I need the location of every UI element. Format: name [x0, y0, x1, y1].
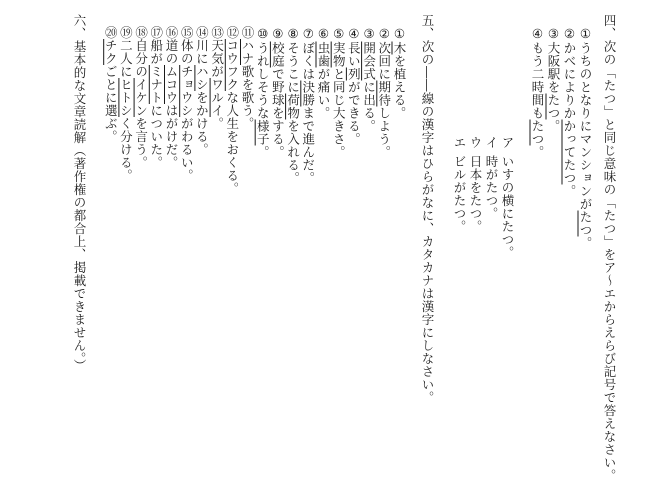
section5-heading-text: 五、次の――線の漢字はひらがなに、カタカナは漢字にしなさい。 [420, 14, 435, 404]
item-text: 次回に [376, 41, 392, 81]
section4-choice-ア [500, 136, 514, 259]
section4-item-3 [546, 26, 560, 133]
item-text: と同じ大きさ。 [331, 67, 347, 159]
section4-choice-エ [452, 136, 466, 233]
item-target-word: ムコウ [164, 65, 179, 104]
item-text: 。 [562, 184, 577, 198]
choice-text: ビルがたつ。 [452, 155, 467, 233]
item-text: 自分の [133, 39, 149, 78]
item-target-word: 荷物 [285, 93, 301, 120]
item-target-word: ワルイ [209, 78, 225, 117]
section4-item-2 [562, 26, 576, 198]
section4-heading-text: 四、次の「たつ」と同じ意味の「たつ」をア〜エからえらび記号で答えなさい。 [602, 14, 617, 482]
choice-label: エ [452, 136, 467, 149]
section5-item-5 [331, 26, 345, 159]
item-target-word: 実物 [331, 41, 347, 68]
choice-label: ア [500, 136, 515, 149]
item-number: ⑯ [164, 26, 179, 39]
item-number: ① [578, 26, 593, 42]
item-text: ができる。 [346, 80, 362, 146]
item-text: がわるい。 [179, 117, 195, 182]
item-text: 。 [209, 117, 225, 130]
item-text: を言う。 [133, 117, 149, 169]
choice-text: 時がたつ。 [484, 155, 499, 220]
item-text: かべによりか [562, 41, 577, 120]
item-target-word: 校庭 [270, 41, 286, 68]
item-text: ごとに選ぶ。 [103, 65, 119, 143]
item-target-word: たつ [546, 93, 561, 120]
item-number: ⑪ [240, 26, 255, 39]
section5-item-15 [179, 26, 193, 182]
item-number: ⑰ [148, 26, 164, 39]
item-text: に出る。 [361, 80, 377, 133]
item-text: 川に [194, 39, 210, 65]
item-text: 。 [255, 145, 271, 159]
choice-text: 日本をたつ。 [468, 155, 483, 233]
item-text: 歌を歌う。 [240, 65, 255, 130]
item-number: ① [392, 26, 407, 42]
item-number: ④ [530, 26, 545, 42]
item-text: を植える。 [392, 54, 407, 120]
item-number: ⑦ [300, 26, 316, 42]
item-text: 船が [148, 39, 164, 65]
section5-heading [420, 14, 434, 404]
section6-heading [72, 14, 86, 372]
item-number: ⑩ [255, 26, 271, 42]
item-text: で野球をする。 [270, 67, 286, 159]
section5-item-18 [134, 26, 148, 169]
item-text: 大阪駅を [546, 41, 561, 94]
item-target-word: チョウシ [179, 65, 195, 117]
item-text: 。 [578, 236, 593, 250]
item-text: 二人に [118, 39, 134, 78]
item-text: はがけだ。 [164, 104, 179, 169]
item-text: が痛い。 [316, 67, 331, 120]
item-number: ② [376, 26, 392, 42]
section5-item-7 [301, 26, 315, 185]
choice-text: いすの横にたつ。 [500, 155, 515, 259]
item-target-word: たつ [530, 119, 545, 146]
item-text: 。 [546, 119, 561, 133]
section4-item-1 [578, 26, 592, 250]
item-number: ② [562, 26, 577, 42]
item-target-word: ハナ [240, 39, 255, 65]
item-number: ⑲ [118, 26, 134, 39]
choice-label: ウ [468, 136, 483, 149]
item-target-word: 開会式 [361, 41, 377, 81]
item-target-word: 列 [346, 67, 362, 81]
item-text: うちのとなりにマンションが [578, 41, 593, 211]
item-target-word: 決勝 [300, 80, 316, 107]
item-number: ⑫ [224, 26, 240, 39]
item-text: そうこに [285, 41, 301, 94]
item-text: もう二時間も [530, 41, 545, 120]
item-number: ④ [346, 26, 362, 42]
item-target-word: かってたつ [562, 119, 577, 185]
item-number: ⑭ [194, 26, 210, 39]
item-text: しよう。 [376, 106, 392, 159]
item-text: な人生をおくる。 [224, 91, 240, 195]
item-number: ⑬ [209, 26, 225, 39]
section5-item-3 [362, 26, 376, 133]
section5-item-16 [164, 26, 178, 169]
section4-choice-ウ [468, 136, 482, 233]
item-text: を入れる。 [285, 119, 301, 185]
item-number: ⑥ [316, 26, 331, 42]
item-target-word: たつ [578, 210, 593, 237]
item-text: ぼくは [300, 41, 316, 81]
item-target-word: 虫歯 [316, 41, 331, 68]
section4-choice-イ [484, 136, 498, 220]
item-text: 長い [346, 41, 362, 68]
item-target-word: ミナト [148, 65, 164, 104]
section5-item-10 [255, 26, 269, 159]
item-target-word: コウフク [224, 39, 240, 91]
item-number: ③ [546, 26, 561, 42]
section6-heading-text: 六、基本的な文章読解（著作権の都合上、掲載できません。） [72, 14, 87, 372]
item-text: うれしそうな [255, 41, 271, 120]
item-number: ⑧ [285, 26, 301, 42]
section5-item-14 [194, 26, 208, 156]
section5-item-8 [286, 26, 300, 185]
section5-item-13 [210, 26, 224, 130]
section5-item-19 [118, 26, 132, 182]
item-text: 道の [164, 39, 179, 65]
section5-item-1 [392, 26, 406, 120]
item-text: についた。 [148, 104, 164, 169]
section4-item-4 [530, 26, 544, 159]
item-number: ③ [361, 26, 377, 42]
item-text: まで進んだ。 [300, 106, 316, 185]
section5-item-9 [270, 26, 284, 159]
section5-item-11 [240, 26, 254, 130]
item-number: ⑮ [179, 26, 195, 39]
item-target-word: 木 [392, 41, 407, 55]
section5-item-2 [377, 26, 391, 159]
item-number: ⑤ [331, 26, 347, 42]
section5-item-12 [225, 26, 239, 195]
section5-item-20 [103, 26, 117, 143]
choice-label: イ [484, 136, 499, 149]
item-target-word: 期待 [376, 80, 392, 107]
section5-item-6 [316, 26, 330, 120]
item-target-word: ハシ [194, 65, 210, 91]
item-target-word: 様子 [255, 119, 271, 146]
item-text: 。 [530, 145, 545, 159]
section5-item-4 [346, 26, 360, 146]
item-text: をかける。 [194, 91, 210, 156]
section5-item-17 [149, 26, 163, 169]
item-target-word: ヒトシ [118, 78, 134, 117]
item-number: ⑳ [103, 26, 119, 39]
item-target-word: イケン [133, 78, 149, 117]
item-number: ⑱ [133, 26, 149, 39]
item-number: ⑨ [270, 26, 286, 42]
item-text: 天気が [209, 39, 225, 78]
item-text: 体の [179, 39, 195, 65]
item-text: く分ける。 [118, 117, 134, 182]
item-target-word: チク [103, 39, 119, 65]
section4-heading [602, 14, 616, 482]
